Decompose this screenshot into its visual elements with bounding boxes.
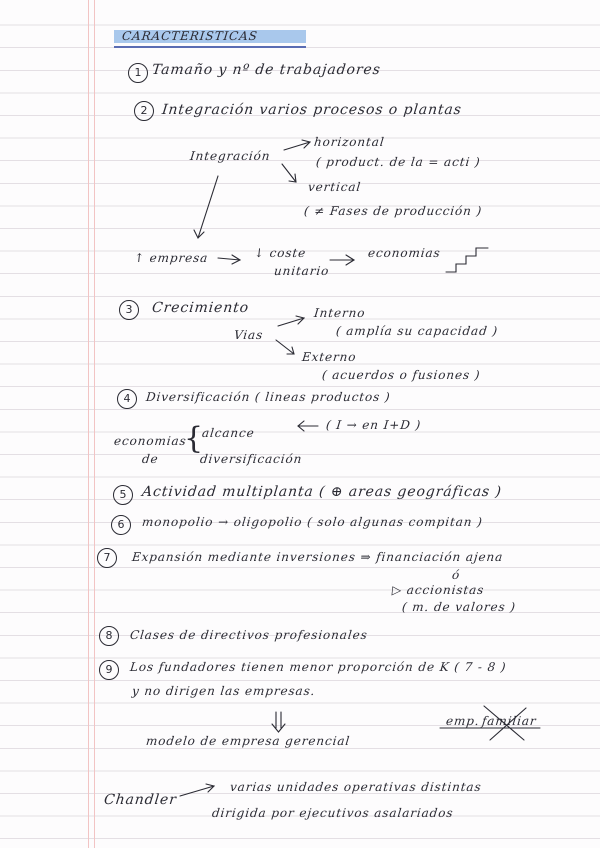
chandler-name: Chandler — [103, 792, 178, 808]
diversification-economias: economias — [113, 434, 188, 448]
item-text-7: Expansión mediante inversiones ⇒ financiación ajena — [131, 550, 504, 564]
growth-vias: Vias — [233, 328, 264, 342]
diversification-note: ( I → en I+D ) — [325, 418, 422, 432]
integration-horizontal: horizontal — [313, 135, 386, 149]
page-title: CARACTERISTICAS — [121, 29, 259, 43]
diversification-de: de — [141, 452, 160, 466]
growth-externo-note: ( acuerdos o fusiones ) — [321, 368, 482, 382]
growth-interno: Interno — [313, 306, 367, 320]
chandler-line-2: dirigida por ejecutivos asalariados — [211, 806, 455, 820]
item-number-6: 6 — [111, 515, 131, 535]
integration-coste: ↓ coste — [253, 246, 307, 260]
growth-interno-note: ( amplía su capacidad ) — [335, 324, 499, 338]
item-text-9: Los fundadores tienen menor proporción de K ( 7 - 8 ) — [129, 660, 508, 674]
chandler-arrows — [180, 784, 214, 796]
item-number-1: 1 — [128, 63, 148, 83]
founders-arrow — [272, 712, 285, 732]
item-text-2: Integración varios procesos o plantas — [161, 102, 463, 118]
diversification-diversificacion: diversificación — [199, 452, 304, 466]
integration-unitario: unitario — [273, 264, 331, 278]
item-number-7: 7 — [97, 548, 117, 568]
growth-arrows — [276, 316, 304, 354]
integration-label: Integración — [189, 149, 272, 163]
item-number-5: 5 — [113, 485, 133, 505]
item-number-2: 2 — [134, 101, 154, 121]
integration-arrows — [194, 140, 354, 265]
item-number-4: 4 — [117, 389, 137, 409]
integration-economias: economias — [367, 246, 442, 260]
expansion-accionistas: ▷ accionistas — [391, 583, 486, 597]
founders-line-2: y no dirigen las empresas. — [131, 684, 317, 698]
founders-emp: emp. — [445, 714, 481, 728]
founders-familiar: familiar — [481, 714, 538, 728]
integration-vertical-note: ( ≠ Fases de producción ) — [303, 204, 483, 218]
integration-empresa: ↑ empresa — [133, 251, 210, 265]
item-number-8: 8 — [99, 626, 119, 646]
item-text-8: Clases de directivos profesionales — [129, 628, 369, 642]
integration-horizontal-note: ( product. de la = acti ) — [315, 155, 482, 169]
item-text-5: Actividad multiplanta ( ⊕ areas geográficas ) — [141, 484, 503, 500]
economies-staircase — [446, 248, 488, 272]
expansion-o: ó — [451, 568, 461, 582]
growth-externo: Externo — [301, 350, 358, 364]
item-text-4: Diversificación ( lineas productos ) — [145, 390, 392, 404]
chandler-line-1: varias unidades operativas distintas — [229, 780, 483, 794]
familiar-strike — [440, 706, 540, 740]
diversification-brace: { — [184, 421, 204, 456]
diversification-alcance: alcance — [201, 426, 256, 440]
expansion-mercado: ( m. de valores ) — [401, 600, 517, 614]
item-number-9: 9 — [99, 660, 119, 680]
founders-modelo: modelo de empresa gerencial — [145, 734, 351, 748]
item-number-3: 3 — [119, 300, 139, 320]
diversification-arrow — [298, 421, 318, 431]
item-text-3: Crecimiento — [151, 300, 250, 316]
integration-vertical: vertical — [307, 180, 362, 194]
item-text-6: monopolio → oligopolio ( solo algunas compitan ) — [141, 515, 484, 529]
item-text-1: Tamaño y nº de trabajadores — [151, 62, 382, 78]
